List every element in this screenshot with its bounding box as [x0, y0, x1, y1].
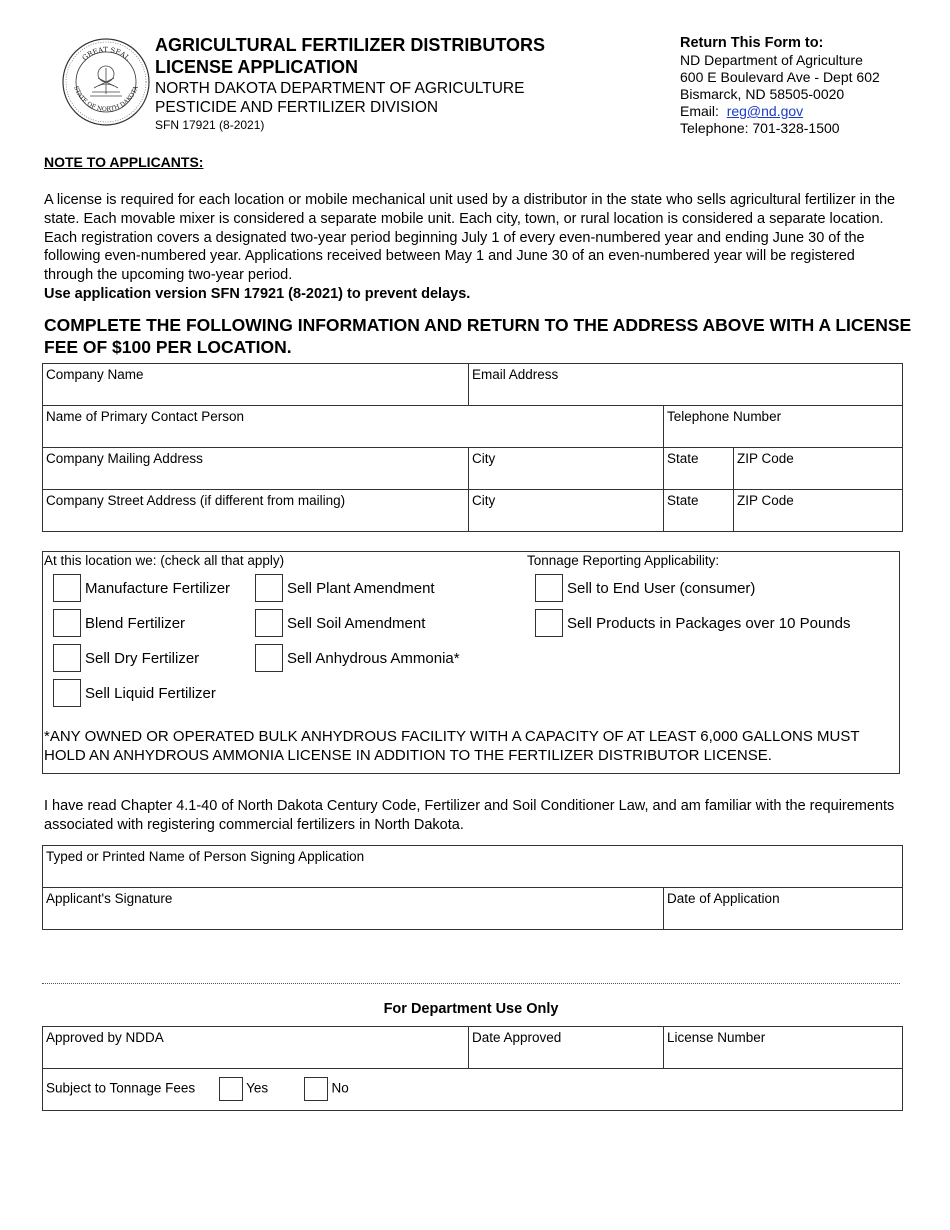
mailing-address-field[interactable]: [43, 448, 469, 490]
city-label: City: [472, 493, 496, 508]
location-heading: At this location we: (check all that apply): [44, 553, 285, 568]
note-body: [44, 191, 904, 304]
certification-statement: I have read Chapter 4.1-40 of North Dakota Century Code, Fertilizer and Soil Conditioner Law, and am familiar with the requirements associated with registering commercial fertilizers in North Dakota.: [44, 798, 895, 833]
company-name-field[interactable]: [43, 364, 469, 406]
return-line-2: 600 E Boulevard Ave - Dept 602: [680, 69, 880, 85]
no-label: No: [331, 1080, 349, 1096]
option-label: Sell Liquid Fertilizer: [85, 684, 216, 702]
street-state-field[interactable]: [664, 490, 734, 532]
return-line-1: ND Department of Agriculture: [680, 52, 863, 68]
email-link[interactable]: reg@nd.gov: [726, 103, 804, 119]
form-title: [155, 34, 545, 78]
checkbox-sell-dry-fertilizer[interactable]: [53, 644, 199, 672]
dept-line-2: PESTICIDE AND FERTILIZER DIVISION: [155, 99, 439, 116]
seal-top-text: GREAT SEAL: [80, 45, 132, 63]
checkbox[interactable]: [255, 574, 283, 602]
primary-contact-field[interactable]: [43, 406, 664, 448]
zip-label: ZIP Code: [737, 451, 794, 466]
checkbox[interactable]: [53, 574, 81, 602]
return-address: [680, 35, 880, 137]
date-of-application-field[interactable]: [664, 888, 903, 930]
state-label: State: [667, 493, 699, 508]
title-line-1: AGRICULTURAL FERTILIZER DISTRIBUTORS: [155, 35, 545, 55]
svg-text:GREAT SEAL: [81, 46, 132, 63]
approved-by-label: Approved by NDDA: [46, 1030, 164, 1045]
checkbox-sell-plant-amendment[interactable]: [255, 574, 435, 602]
printed-name-label: Typed or Printed Name of Person Signing Application: [46, 849, 365, 864]
yes-label: Yes: [246, 1080, 269, 1096]
note-bold: Use application version SFN 17921 (8-2021) to prevent delays.: [44, 285, 471, 302]
checkbox[interactable]: [255, 644, 283, 672]
printed-name-field[interactable]: [43, 846, 903, 888]
telephone-label: Telephone Number: [667, 409, 782, 424]
checkbox-sell-packages-over-10-lb[interactable]: [535, 609, 851, 637]
zip-label: ZIP Code: [737, 493, 794, 508]
note-heading: NOTE TO APPLICANTS:: [44, 154, 204, 170]
option-label: Sell Products in Packages over 10 Pounds: [567, 614, 851, 632]
primary-contact-label: Name of Primary Contact Person: [46, 409, 245, 424]
email-address-field[interactable]: [469, 364, 903, 406]
return-email-row: [680, 103, 880, 120]
dept-use-table: [42, 1026, 903, 1111]
tonnage-heading: Tonnage Reporting Applicability:: [527, 553, 720, 568]
checkbox-sell-anhydrous-ammonia[interactable]: [255, 644, 460, 672]
return-phone: Telephone: 701-328-1500: [680, 120, 840, 136]
divider: [42, 983, 900, 984]
checkbox-sell-to-end-user[interactable]: [535, 574, 755, 602]
checkbox[interactable]: [535, 609, 563, 637]
form-number: SFN 17921 (8-2021): [155, 118, 265, 132]
date-approved-label: Date Approved: [472, 1030, 562, 1045]
tonnage-no-checkbox[interactable]: [304, 1077, 328, 1101]
city-label: City: [472, 451, 496, 466]
complete-heading: COMPLETE THE FOLLOWING INFORMATION AND RETURN TO THE ADDRESS ABOVE WITH A LICENSE FEE OF $100 PER LOCATION.: [44, 315, 912, 357]
checkbox-blend-fertilizer[interactable]: [53, 609, 185, 637]
option-label: Sell Plant Amendment: [287, 579, 435, 597]
street-zip-field[interactable]: [734, 490, 903, 532]
checkbox[interactable]: [53, 609, 81, 637]
option-label: Sell to End User (consumer): [567, 579, 756, 597]
checkbox-manufacture-fertilizer[interactable]: [53, 574, 230, 602]
tonnage-fees-label: Subject to Tonnage Fees: [46, 1080, 196, 1096]
email-label: Email:: [680, 103, 719, 119]
company-name-label: Company Name: [46, 367, 144, 382]
dept-line-1: NORTH DAKOTA DEPARTMENT OF AGRICULTURE: [155, 80, 525, 97]
checkbox[interactable]: [535, 574, 563, 602]
option-label: Sell Anhydrous Ammonia*: [287, 649, 460, 667]
checkbox[interactable]: [53, 644, 81, 672]
tonnage-yes-checkbox[interactable]: [219, 1077, 243, 1101]
date-label: Date of Application: [667, 891, 780, 906]
title-line-2: LICENSE APPLICATION: [155, 57, 359, 77]
mailing-city-field[interactable]: [469, 448, 664, 490]
seal-bottom-text: STATE OF NORTH DAKOTA: [72, 85, 140, 114]
state-seal-icon: [62, 38, 150, 126]
license-number-label: License Number: [667, 1030, 766, 1045]
mailing-address-label: Company Mailing Address: [46, 451, 203, 466]
email-address-label: Email Address: [472, 367, 559, 382]
checkbox[interactable]: [255, 609, 283, 637]
anhydrous-warning: *ANY OWNED OR OPERATED BULK ANHYDROUS FACILITY WITH A CAPACITY OF AT LEAST 6,000 GALLONS MUST HOLD AN ANHYDROUS AMMONIA LICENSE IN ADDITION TO THE FERTILIZER DISTRIBUTOR LICENSE.: [44, 728, 860, 764]
license-number-field[interactable]: [664, 1027, 903, 1069]
street-address-label: Company Street Address (if different from mailing): [46, 493, 346, 508]
checkbox-sell-soil-amendment[interactable]: [255, 609, 425, 637]
signature-table: [42, 845, 903, 930]
applicant-signature-field[interactable]: [43, 888, 664, 930]
date-approved-field[interactable]: [469, 1027, 664, 1069]
checkbox-sell-liquid-fertilizer[interactable]: [53, 679, 216, 707]
state-label: State: [667, 451, 699, 466]
return-heading: Return This Form to:: [680, 35, 824, 51]
mailing-zip-field[interactable]: [734, 448, 903, 490]
option-label: Sell Soil Amendment: [287, 614, 426, 632]
approved-by-field[interactable]: [43, 1027, 469, 1069]
street-city-field[interactable]: [469, 490, 664, 532]
signature-label: Applicant's Signature: [46, 891, 173, 906]
street-address-field[interactable]: [43, 490, 469, 532]
department-name: [155, 79, 524, 117]
checkbox[interactable]: [53, 679, 81, 707]
dept-use-heading: For Department Use Only: [383, 1001, 559, 1017]
company-info-table: [42, 363, 903, 532]
mailing-state-field[interactable]: [664, 448, 734, 490]
option-label: Blend Fertilizer: [85, 614, 186, 632]
option-label: Sell Dry Fertilizer: [85, 649, 200, 667]
telephone-field[interactable]: [664, 406, 903, 448]
tonnage-fees-row: [43, 1069, 903, 1111]
note-text: A license is required for each location or mobile mechanical unit used by a distributor in the state who sells agricultural fertilizer in the state. Each movable mixer is considered a separate mobile unit. Each city, town, or rural location is considered a separate location. Each registration covers a designated two-year period beginning July 1 of every even-numbered year and ending June 30 of the following even-numbered year. Applications received between May 1 and June 30 of an even-numbered year will be registered through the upcoming two-year period.: [44, 192, 896, 284]
option-label: Manufacture Fertilizer: [85, 579, 231, 597]
return-line-3: Bismarck, ND 58505-0020: [680, 86, 845, 102]
